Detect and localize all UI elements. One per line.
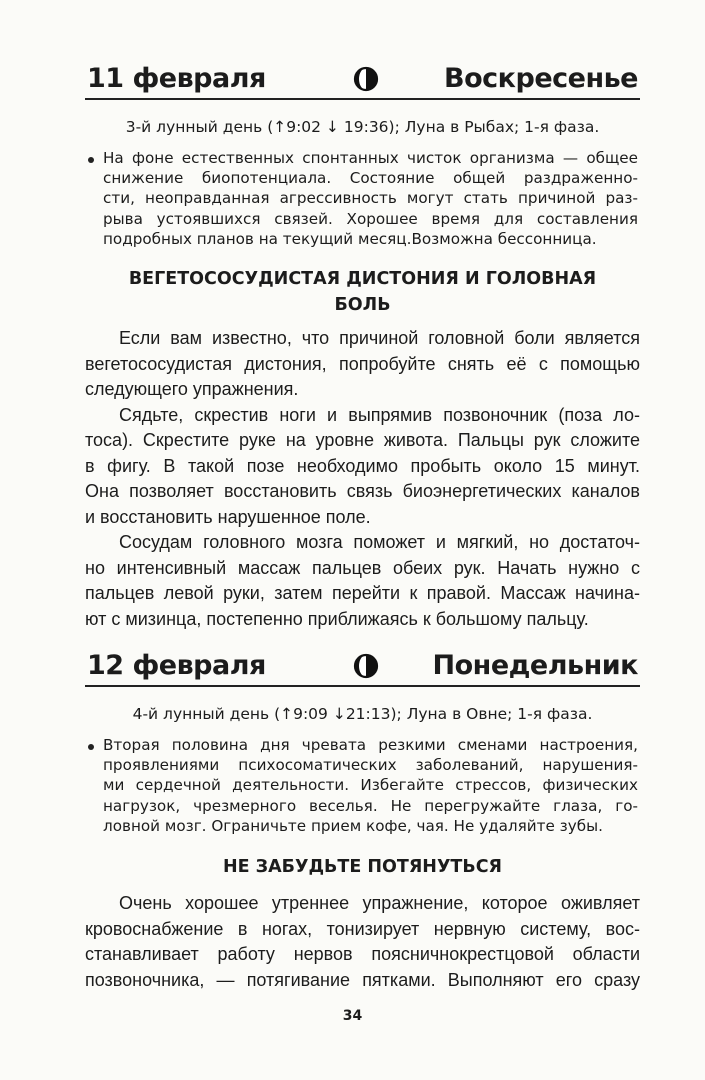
text-line: позвоночника, — потягивание пятками. Выполняют его сразу — [85, 969, 640, 990]
section-title — [85, 854, 640, 880]
page-number: 34 — [342, 1008, 363, 1024]
section-title — [85, 266, 640, 318]
bullet-icon — [88, 744, 94, 750]
paragraph — [85, 891, 640, 993]
forecast-line: снижение биопотенциала. Состояние общей раздраженно- — [103, 169, 638, 188]
text-line: Сядьте, скрестив ноги и выпрямив позвоночник (поза ло- — [119, 404, 640, 425]
day-header — [85, 647, 640, 687]
lunar-info: 4-й лунный день (↑9:09 ↓21:13); Луна в Овне; 1-я фаза. — [132, 705, 593, 723]
moon-phase-icon — [353, 66, 379, 92]
day-weekday: Понедельник — [432, 650, 638, 681]
text-line: Если вам известно, что причиной головной боли является — [119, 328, 640, 348]
paragraph — [85, 403, 640, 531]
forecast-text — [103, 735, 638, 836]
forecast-line: ловной мозг. Ограничьте прием кофе, чая. Не удаляйте зубы. — [103, 816, 603, 835]
text-line: и восстановить нарушенное поле. — [85, 506, 371, 527]
text-line: Очень хорошее утреннее упражнение, которое оживляет — [119, 893, 640, 913]
section-title-line: ВЕГЕТОСОСУДИСТАЯ ДИСТОНИЯ И ГОЛОВНАЯ — [128, 269, 597, 289]
text-line: вегетососудистая дистония, попробуйте снять её с помощью — [85, 353, 640, 374]
forecast-line: Вторая половина дня чревата резкими сменами настроения, — [103, 736, 638, 754]
moon-phase-icon — [353, 653, 379, 679]
paragraph — [85, 326, 640, 403]
forecast-line: рыва устоявшихся связей. Хорошее время для составления — [103, 209, 638, 228]
day-header — [85, 60, 640, 100]
forecast-line: нагрузок, чрезмерного веселья. Не перегружайте глаза, го- — [103, 796, 638, 815]
forecast-line: проявлениями психосоматических заболеваний, нарушения- — [103, 756, 638, 775]
forecast-line: ми сердечной деятельности. Избегайте стрессов, физических — [103, 776, 638, 795]
day-date: 12 февраля — [87, 650, 266, 681]
day-weekday: Воскресенье — [444, 63, 638, 94]
lunar-info: 3-й лунный день (↑9:02 ↓ 19:36); Луна в Рыбах; 1-я фаза. — [125, 118, 600, 136]
text-line: пальцев левой руки, затем перейти к правой. Массаж начина- — [85, 583, 640, 603]
text-line: Сосудам головного мозга поможет и мягкий, но достаточ- — [119, 532, 640, 552]
text-line: ют с мизинца, постепенно приближаясь к большому пальцу. — [85, 608, 589, 629]
forecast-line: сти, неоправданная агрессивность могут стать причиной раз- — [103, 189, 638, 208]
forecast-text — [103, 148, 638, 249]
text-line: станавливает работу нервов поясничнокрестцовой области — [85, 944, 640, 964]
section-title-line: БОЛЬ — [334, 295, 391, 315]
forecast-line: подробных планов на текущий месяц.Возможна бессонница. — [103, 229, 597, 248]
day-date: 11 февраля — [87, 63, 266, 94]
section-title-line: НЕ ЗАБУДЬТЕ ПОТЯНУТЬСЯ — [222, 857, 503, 877]
bullet-icon — [88, 157, 94, 163]
text-line: тоса). Скрестите руке на уровне живота. Пальцы рук сложите — [85, 430, 640, 450]
paragraph — [85, 530, 640, 632]
text-line: кровоснабжение в ногах, тонизирует нервную систему, вос- — [85, 918, 640, 939]
text-line: в фигу. В такой позе необходимо пробыть около 15 минут. — [85, 455, 640, 476]
text-line: следующего упражнения. — [85, 379, 299, 399]
text-line: Она позволяет восстановить связь биоэнергетических каналов — [85, 481, 640, 501]
forecast-line: На фоне естественных спонтанных чисток организма — общее — [103, 149, 638, 167]
text-line: но интенсивный массаж пальцев обеих рук. Начать нужно с — [85, 557, 640, 578]
